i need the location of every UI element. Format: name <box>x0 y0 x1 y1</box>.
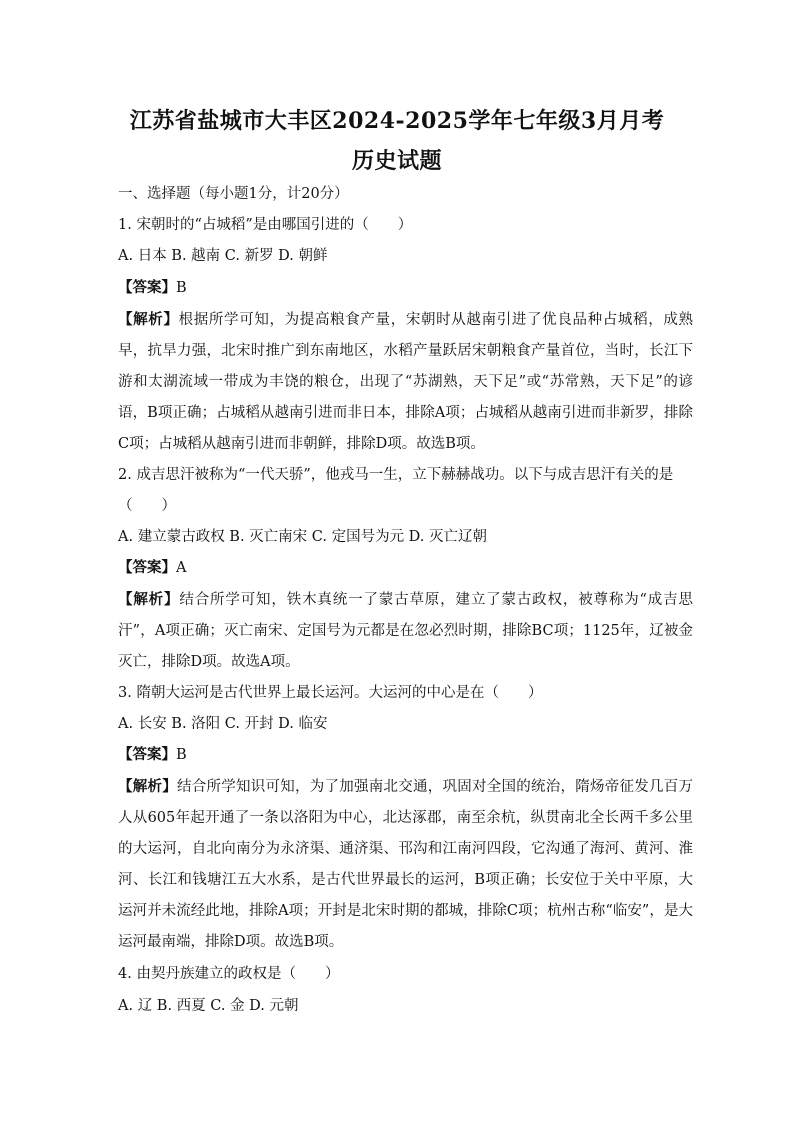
analysis-tag: 【解析】 <box>118 778 177 795</box>
question-2-options: A. 建立蒙古政权 B. 灭亡南宋 C. 定国号为元 D. 灭亡辽朝 <box>118 529 488 545</box>
answer-tag: 【答案】 <box>118 559 176 576</box>
question-3-stem: 3. 隋朝大运河是古代世界上最长运河。大运河的中心是在（ ） <box>118 685 543 701</box>
answer-tag: 【答案】 <box>118 746 176 763</box>
answer-value: B <box>176 280 187 296</box>
section-heading: 一、选择题（每小题1分，计20分） <box>118 186 349 202</box>
question-2-answer <box>118 558 693 578</box>
answer-tag: 【答案】 <box>118 279 176 296</box>
analysis-text: 根据所学可知，为提高粮食产量，宋朝时从越南引进了优良品种占城稻，成熟早，抗旱力强，北宋时推广到东南地区，水稻产量跃居宋朝粮食产量首位，当时，长江下游和太湖流域一带成为丰饶的粮仓，出现了“苏湖熟，天下足”或“苏常熟，天下足”的谚语，B项正确；占城稻从越南引进而非日本，排除A项；占城稻从越南引进而非新罗，排除C项；占城稻从越南引进而非朝鲜，排除D项。故选B项。 <box>118 312 694 452</box>
question-2-analysis <box>118 584 693 678</box>
analysis-text: 结合所学知识可知，为了加强南北交通，巩固对全国的统治，隋炀帝征发几百万人从605年起开通了一条以洛阳为中心，北达涿郡，南至余杭，纵贯南北全长两千多公里的大运河，自北向南分为永济渠、通济渠、邗沟和江南河四段，它沟通了海河、黄河、淮河、长江和钱塘江五大水系，是古代世界最长的运河，B项正确；长安位于关中平原，大运河并未流经此地，排除A项；开封是北宋时期的都城，排除C项；杭州古称“临安”，是大运河最南端，排除D项。故选B项。 <box>118 779 693 950</box>
answer-value: A <box>176 560 187 576</box>
question-2-stem-cont: （ ） <box>118 498 176 514</box>
question-1-analysis <box>118 304 693 460</box>
question-3-answer <box>118 745 693 765</box>
analysis-tag: 【解析】 <box>118 311 179 328</box>
document-subtitle: 历史试题 <box>351 148 442 174</box>
question-1-options: A. 日本 B. 越南 C. 新罗 D. 朝鲜 <box>118 248 328 264</box>
question-4-stem: 4. 由契丹族建立的政权是（ ） <box>118 966 340 982</box>
analysis-text: 结合所学可知，铁木真统一了蒙古草原，建立了蒙古政权，被尊称为“成吉思汗”，A项正确；灭亡南宋、定国号为元都是在忽必烈时期，排除BC项；1125年，辽被金灭亡，排除D项。故选A项。 <box>118 592 693 670</box>
question-3-analysis <box>118 771 693 958</box>
document-title: 江苏省盐城市大丰区2024-2025学年七年级3月月考 <box>129 108 665 134</box>
question-4-options: A. 辽 B. 西夏 C. 金 D. 元朝 <box>118 998 299 1014</box>
question-2-stem: 2. 成吉思汗被称为“一代天骄”，他戎马一生，立下赫赫战功。以下与成吉思汗有关的是 <box>118 467 674 483</box>
question-1-stem: 1. 宋朝时的“占城稻”是由哪国引进的（ ） <box>118 217 413 233</box>
question-1-answer <box>118 278 693 298</box>
answer-value: B <box>176 747 187 763</box>
question-3-options: A. 长安 B. 洛阳 C. 开封 D. 临安 <box>118 716 328 732</box>
analysis-tag: 【解析】 <box>118 591 180 608</box>
